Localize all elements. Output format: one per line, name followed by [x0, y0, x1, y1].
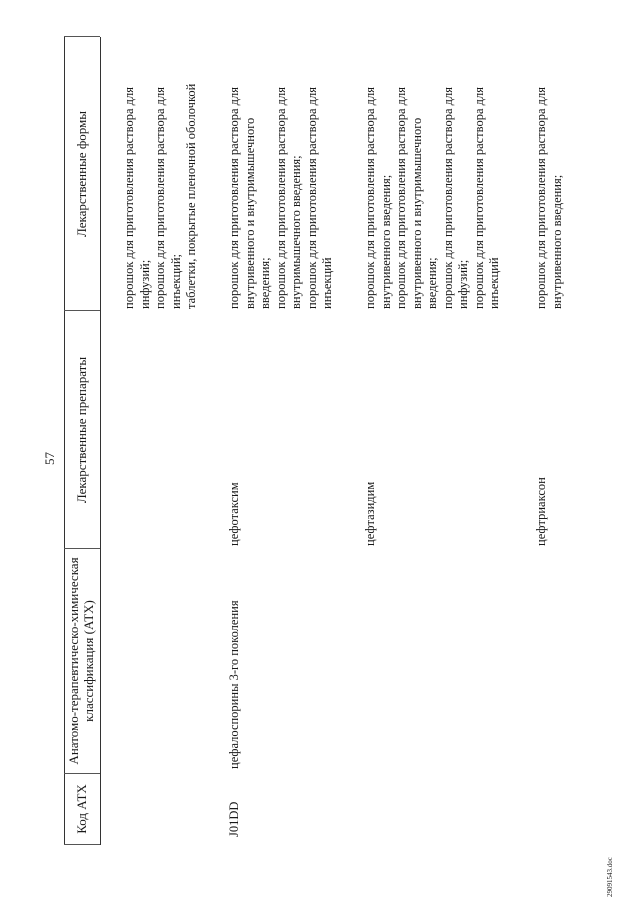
row-2-forms: порошок для приготовления раствора для внутривенного введения; порошок для приготовления раствора для внутривенного и внутримышечного введения; порошок для приготовления раствора для инфузий; порошок для приготовления раствора для инъекций [363, 87, 501, 309]
table-header-divider [100, 37, 101, 845]
col-divider-1 [64, 844, 100, 845]
header-atc: Анатомо-терапевтическо-химическая классификация (АТХ) [66, 557, 96, 765]
col-divider-3 [64, 548, 100, 549]
col-divider-4 [64, 310, 100, 311]
footer-doc-code: 29091543.doc [606, 857, 614, 897]
col-divider-5 [64, 36, 100, 37]
row-1-drug: цефотаксим [227, 482, 241, 546]
header-forms: Лекарственные формы [74, 110, 89, 238]
row-3-drug: цефтриаксон [534, 477, 548, 546]
row-3-forms: порошок для приготовления раствора для внутривенного введения; [534, 87, 564, 309]
row-0-forms: порошок для приготовления раствора для инфузий; порошок для приготовления раствора для инъекций; таблетки, покрытые пленочной оболочкой [122, 83, 198, 309]
row-1-forms: порошок для приготовления раствора для внутривенного и внутримышечного введения; порошок для приготовления раствора для внутримышечного введения; порошок для приготовления раствора для инъекций [227, 87, 334, 309]
page-number: 57 [42, 452, 57, 465]
header-code: Код АТХ [74, 784, 89, 834]
row-2-drug: цефтазидим [363, 481, 377, 546]
table-top-border [64, 37, 65, 845]
row-1-atc: цефалоспорины 3-го поколения [227, 600, 241, 769]
col-divider-2 [64, 773, 100, 774]
row-1-code: J01DD [227, 801, 241, 837]
header-drugs: Лекарственные препараты [74, 356, 89, 504]
